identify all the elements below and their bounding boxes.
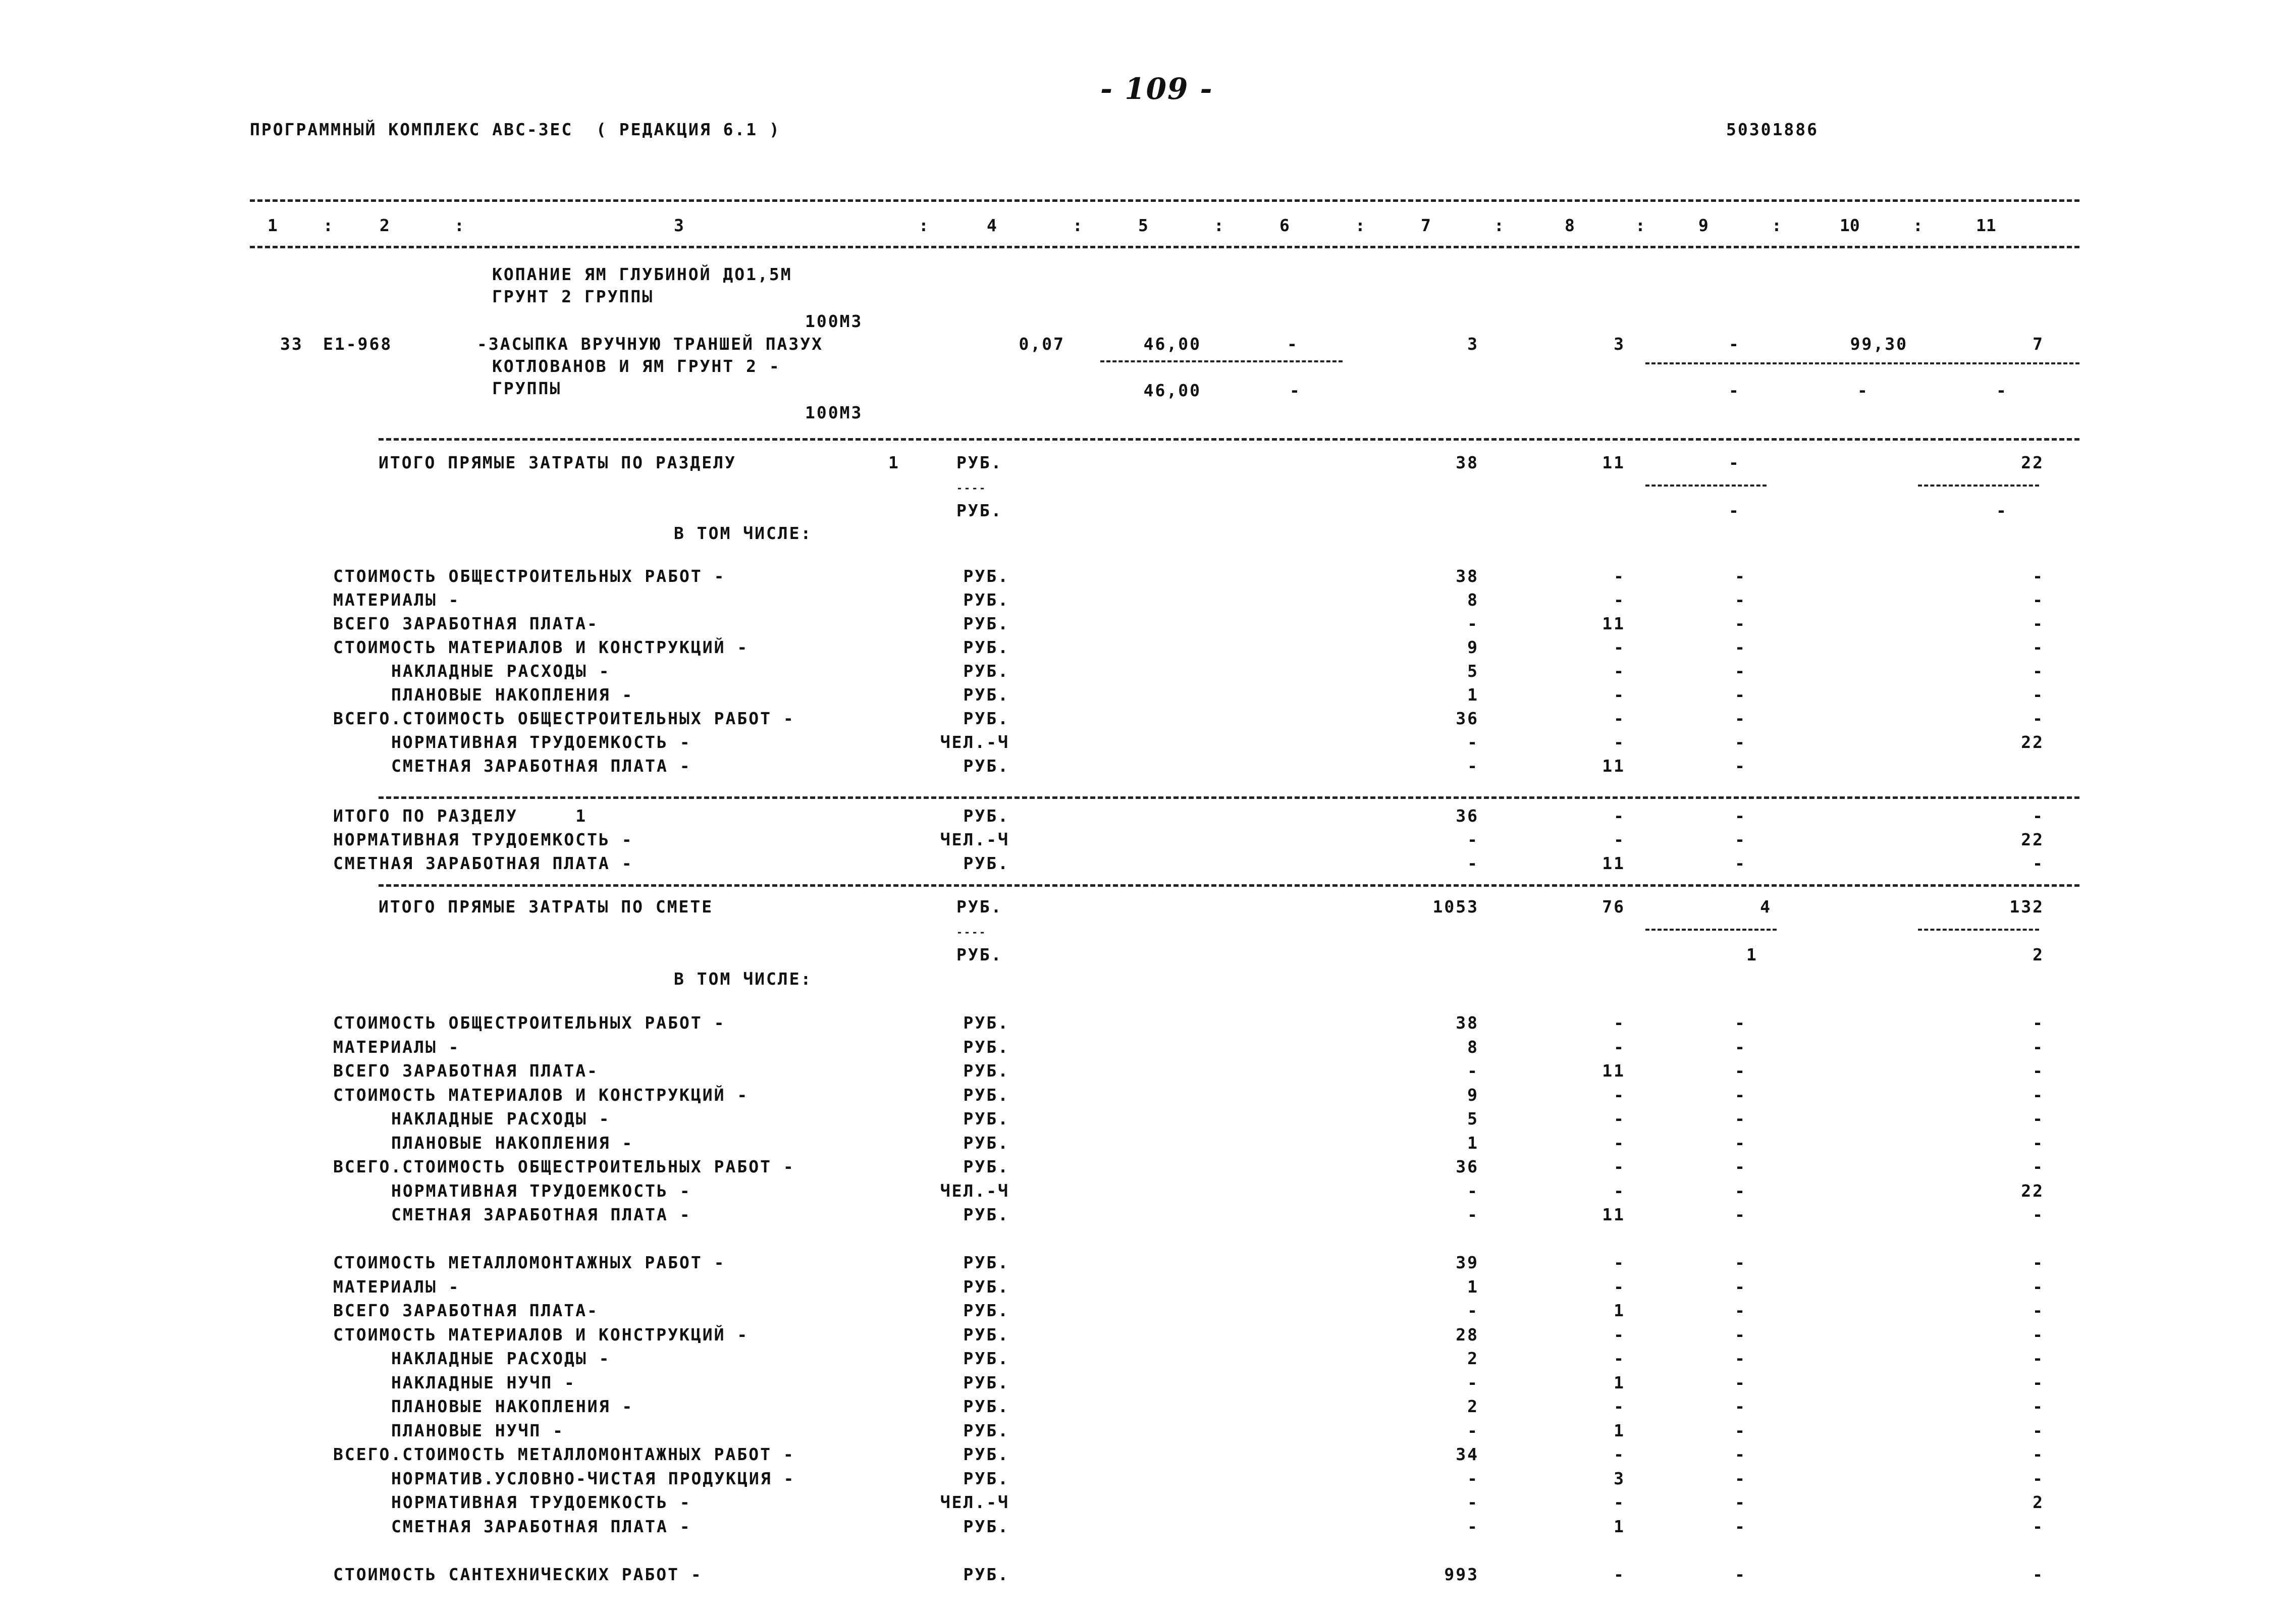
row-col7: 8 bbox=[1467, 590, 1479, 610]
row-col8: - bbox=[1614, 732, 1625, 752]
section-total-number: 1 bbox=[888, 453, 900, 472]
estimate-total-c9: 4 bbox=[1760, 897, 1772, 917]
row-col11: - bbox=[2033, 614, 2044, 633]
row-col9: - bbox=[1735, 1397, 1746, 1416]
col-sep: : bbox=[919, 216, 929, 235]
row-col9: - bbox=[1735, 806, 1746, 826]
row-col8: - bbox=[1614, 806, 1625, 826]
row-col11: - bbox=[2033, 1109, 2044, 1129]
row-col9: - bbox=[1735, 1492, 1746, 1512]
row-col8: 1 bbox=[1614, 1301, 1625, 1320]
row-col9: - bbox=[1735, 1061, 1746, 1081]
col-sep: : bbox=[1913, 216, 1923, 235]
section-including-label: В ТОМ ЧИСЛЕ: bbox=[674, 523, 813, 543]
row-col11: - bbox=[2033, 1349, 2044, 1368]
section-total-label: ИТОГО ПРЯМЫЕ ЗАТРАТЫ ПО РАЗДЕЛУ bbox=[379, 453, 736, 472]
row-unit: РУБ. bbox=[963, 1444, 1009, 1464]
row-col11: - bbox=[2033, 1205, 2044, 1224]
row-col7: 993 bbox=[1444, 1564, 1479, 1584]
section-total-rule bbox=[379, 438, 2079, 441]
section-total-c8: 11 bbox=[1602, 453, 1625, 472]
row-label: НАКЛАДНЫЕ РАСХОДЫ - bbox=[391, 1109, 611, 1129]
entry-unit: 100М3 bbox=[805, 403, 863, 422]
row-label: НОРМАТИВНАЯ ТРУДОЕМКОСТЬ - bbox=[391, 1492, 691, 1512]
row-col7: - bbox=[1467, 830, 1479, 849]
row-unit: РУБ. bbox=[963, 590, 1009, 610]
page-number: - 109 - bbox=[1100, 72, 1213, 106]
row-unit: РУБ. bbox=[963, 1013, 1009, 1033]
row-unit: РУБ. bbox=[963, 709, 1009, 728]
row-col8: - bbox=[1614, 709, 1625, 728]
row-col8: - bbox=[1614, 1180, 1625, 1201]
row-label: СМЕТНАЯ ЗАРАБОТНАЯ ПЛАТА - bbox=[391, 756, 691, 776]
row-unit: ЧЕЛ.-Ч bbox=[940, 1492, 1009, 1512]
entry-number: 33 bbox=[280, 334, 303, 354]
row-label: ВСЕГО.СТОИМОСТЬ ОБЩЕСТРОИТЕЛЬНЫХ РАБОТ - bbox=[333, 709, 795, 728]
row-unit: РУБ. bbox=[963, 853, 1009, 873]
row-col11: - bbox=[2033, 1516, 2044, 1536]
row-col8: 3 bbox=[1614, 1468, 1625, 1488]
col-header-4: 4 bbox=[987, 216, 997, 235]
row-unit: РУБ. bbox=[963, 1205, 1009, 1224]
row-col8: 1 bbox=[1614, 1372, 1625, 1392]
row-col7: - bbox=[1467, 1061, 1479, 1081]
row-label: ВСЕГО.СТОИМОСТЬ МЕТАЛЛОМОНТАЖНЫХ РАБОТ - bbox=[333, 1444, 795, 1464]
prev-description-line-1: КОПАНИЕ ЯМ ГЛУБИНОЙ ДО1,5М bbox=[492, 264, 792, 284]
row-col9: - bbox=[1735, 1037, 1746, 1057]
row-col7: - bbox=[1467, 1180, 1479, 1201]
estimate-total-unit: РУБ. bbox=[956, 897, 1003, 917]
row-col7: 28 bbox=[1456, 1324, 1479, 1345]
row-col11: - bbox=[2033, 709, 2044, 728]
row-col11: - bbox=[2033, 1420, 2044, 1440]
row-col11: - bbox=[2033, 637, 2044, 657]
row-col9: - bbox=[1735, 1372, 1746, 1392]
row-col8: - bbox=[1614, 1324, 1625, 1345]
row-col9: - bbox=[1735, 685, 1746, 705]
row-label: СМЕТНАЯ ЗАРАБОТНАЯ ПЛАТА - bbox=[333, 853, 633, 873]
row-label: ПЛАНОВЫЕ НУЧП - bbox=[391, 1420, 565, 1440]
row-col8: - bbox=[1614, 1157, 1625, 1176]
row-label: МАТЕРИАЛЫ - bbox=[333, 1276, 460, 1297]
estimate-including-label: В ТОМ ЧИСЛЕ: bbox=[674, 969, 813, 989]
row-unit: РУБ. bbox=[963, 637, 1009, 657]
row-col11: 22 bbox=[2021, 1180, 2044, 1201]
col-sep: : bbox=[323, 216, 333, 235]
row-col8: - bbox=[1614, 830, 1625, 849]
row-label: НАКЛАДНЫЕ НУЧП - bbox=[391, 1372, 576, 1392]
header-rule-bottom bbox=[250, 246, 2079, 248]
entry-description-line-1: -ЗАСЫПКА ВРУЧНУЮ ТРАНШЕЙ ПАЗУХ bbox=[477, 334, 824, 354]
row-col8: - bbox=[1614, 1349, 1625, 1368]
row-col8: - bbox=[1614, 1109, 1625, 1129]
row-col9: - bbox=[1735, 853, 1746, 873]
row-col8: - bbox=[1614, 1492, 1625, 1512]
entry-price-1: 46,00 bbox=[1143, 334, 1201, 354]
estimate-total-c8: 76 bbox=[1602, 897, 1625, 917]
entry-description-line-3: ГРУППЫ bbox=[492, 379, 562, 398]
row-unit: РУБ. bbox=[963, 1324, 1009, 1345]
row-unit: РУБ. bbox=[963, 756, 1009, 776]
row-label: СТОИМОСТЬ ОБЩЕСТРОИТЕЛЬНЫХ РАБОТ - bbox=[333, 1013, 726, 1033]
col-header-8: 8 bbox=[1565, 216, 1575, 235]
row-unit: РУБ. bbox=[963, 1420, 1009, 1440]
row-col9: - bbox=[1735, 1349, 1746, 1368]
row-label: СТОИМОСТЬ ОБЩЕСТРОИТЕЛЬНЫХ РАБОТ - bbox=[333, 566, 726, 586]
col-sep: : bbox=[1635, 216, 1645, 235]
row-label: ВСЕГО ЗАРАБОТНАЯ ПЛАТА- bbox=[333, 1301, 599, 1320]
section-total-c11: 22 bbox=[2021, 453, 2044, 472]
row-unit: ЧЕЛ.-Ч bbox=[940, 830, 1009, 849]
row-unit: РУБ. bbox=[963, 1468, 1009, 1488]
row-col8: - bbox=[1614, 590, 1625, 610]
row-col9: - bbox=[1735, 1253, 1746, 1272]
section-total-unit: РУБ. bbox=[956, 453, 1003, 472]
row-col9: - bbox=[1735, 566, 1746, 586]
row-col11: - bbox=[2033, 1444, 2044, 1464]
row-col11: - bbox=[2033, 1372, 2044, 1392]
row-col8: - bbox=[1614, 1037, 1625, 1057]
row-unit: РУБ. bbox=[963, 1109, 1009, 1129]
row-unit: РУБ. bbox=[963, 1372, 1009, 1392]
section-total-unit-rule: ---- bbox=[956, 482, 987, 494]
row-col7: - bbox=[1467, 732, 1479, 752]
row-col7: 1 bbox=[1467, 685, 1479, 705]
row-col7: - bbox=[1467, 1420, 1479, 1440]
row-col8: 1 bbox=[1614, 1516, 1625, 1536]
estimate-total-c11: 132 bbox=[2009, 897, 2044, 917]
section-total-unit2: РУБ. bbox=[956, 501, 1003, 520]
row-unit: ЧЕЛ.-Ч bbox=[940, 1180, 1009, 1201]
row-unit: РУБ. bbox=[963, 1157, 1009, 1176]
row-unit: РУБ. bbox=[963, 1301, 1009, 1320]
row-col8: - bbox=[1614, 566, 1625, 586]
row-col7: 36 bbox=[1456, 1157, 1479, 1176]
row-col11: - bbox=[2033, 1085, 2044, 1105]
section-total-c11b: - bbox=[1996, 501, 2008, 520]
row-col11: - bbox=[2033, 685, 2044, 705]
entry-col9-dash2: - bbox=[1729, 381, 1740, 400]
row-label: ПЛАНОВЫЕ НАКОПЛЕНИЯ - bbox=[391, 1397, 634, 1416]
row-col9: - bbox=[1735, 1157, 1746, 1176]
row-label: НОРМАТИВНАЯ ТРУДОЕМКОСТЬ - bbox=[333, 830, 633, 849]
row-col7: - bbox=[1467, 1301, 1479, 1320]
col-sep: : bbox=[1494, 216, 1504, 235]
row-col7: - bbox=[1467, 1205, 1479, 1224]
row-col7: - bbox=[1467, 1468, 1479, 1488]
row-col11: - bbox=[2033, 1397, 2044, 1416]
row-label: СТОИМОСТЬ САНТЕХНИЧЕСКИХ РАБОТ - bbox=[333, 1564, 703, 1584]
row-col9: - bbox=[1735, 756, 1746, 776]
row-col7: - bbox=[1467, 1516, 1479, 1536]
row-col9: - bbox=[1735, 1420, 1746, 1440]
row-col8: - bbox=[1614, 637, 1625, 657]
document-code: 50301886 bbox=[1726, 120, 1819, 139]
row-col7: - bbox=[1467, 1492, 1479, 1512]
row-unit: РУБ. bbox=[963, 566, 1009, 586]
row-col7: 39 bbox=[1456, 1253, 1479, 1272]
col-header-10: 10 bbox=[1840, 216, 1860, 235]
estimate-total-c11b: 2 bbox=[2033, 945, 2044, 964]
row-col9: - bbox=[1735, 1085, 1746, 1105]
entry-right-rule bbox=[1645, 362, 2079, 364]
row-label: СТОИМОСТЬ МАТЕРИАЛОВ И КОНСТРУКЦИЙ - bbox=[333, 1085, 749, 1105]
row-col9: - bbox=[1735, 661, 1746, 681]
row-unit: РУБ. bbox=[963, 1397, 1009, 1416]
row-col8: - bbox=[1614, 1013, 1625, 1033]
entry-col11-dash2: - bbox=[1996, 381, 2008, 400]
row-col9: - bbox=[1735, 637, 1746, 657]
row-label: ВСЕГО ЗАРАБОТНАЯ ПЛАТА- bbox=[333, 614, 599, 633]
row-col9: - bbox=[1735, 830, 1746, 849]
row-unit: РУБ. bbox=[963, 661, 1009, 681]
estimate-total-c11-rule bbox=[1918, 929, 2039, 931]
col-header-7: 7 bbox=[1421, 216, 1431, 235]
row-col9: - bbox=[1735, 1516, 1746, 1536]
row-col9: - bbox=[1735, 709, 1746, 728]
col-sep: : bbox=[454, 216, 464, 235]
prev-unit: 100М3 bbox=[805, 311, 863, 331]
row-label: СМЕТНАЯ ЗАРАБОТНАЯ ПЛАТА - bbox=[391, 1205, 691, 1224]
row-unit: РУБ. bbox=[963, 1564, 1009, 1584]
section-total-c11-rule bbox=[1918, 485, 2039, 487]
row-col11: - bbox=[2033, 1301, 2044, 1320]
row-label: СМЕТНАЯ ЗАРАБОТНАЯ ПЛАТА - bbox=[391, 1516, 691, 1536]
row-col9: - bbox=[1735, 1013, 1746, 1033]
row-col7: 5 bbox=[1467, 661, 1479, 681]
row-col11: - bbox=[2033, 590, 2044, 610]
row-col8: - bbox=[1614, 1085, 1625, 1105]
row-col8: 11 bbox=[1602, 756, 1625, 776]
row-col11: 22 bbox=[2021, 830, 2044, 849]
section-total-c7: 38 bbox=[1456, 453, 1479, 472]
entry-description-line-2: КОТЛОВАНОВ И ЯМ ГРУНТ 2 - bbox=[492, 356, 781, 376]
row-col8: - bbox=[1614, 1397, 1625, 1416]
entry-col9-dash: - bbox=[1729, 334, 1740, 354]
row-unit: РУБ. bbox=[963, 1276, 1009, 1297]
row-col8: - bbox=[1614, 1133, 1625, 1153]
row-col7: 38 bbox=[1456, 1013, 1479, 1033]
col-header-6: 6 bbox=[1279, 216, 1290, 235]
row-col9: - bbox=[1735, 1468, 1746, 1488]
program-header-title: ПРОГРАММНЫЙ КОМПЛЕКС АВС-3ЕС ( РЕДАКЦИЯ 6.1 ) bbox=[250, 120, 781, 139]
row-unit: РУБ. bbox=[963, 1516, 1009, 1536]
row-unit: РУБ. bbox=[963, 806, 1009, 826]
row-unit: РУБ. bbox=[963, 1085, 1009, 1105]
row-label: ПЛАНОВЫЕ НАКОПЛЕНИЯ - bbox=[391, 685, 634, 705]
row-label: ПЛАНОВЫЕ НАКОПЛЕНИЯ - bbox=[391, 1133, 634, 1153]
row-col11: - bbox=[2033, 1037, 2044, 1057]
estimate-total-label: ИТОГО ПРЯМЫЕ ЗАТРАТЫ ПО СМЕТЕ bbox=[379, 897, 714, 917]
row-col11: - bbox=[2033, 853, 2044, 873]
row-col7: 38 bbox=[1456, 566, 1479, 586]
estimate-total-unit2: РУБ. bbox=[956, 945, 1003, 964]
col-sep: : bbox=[1772, 216, 1782, 235]
col-sep: : bbox=[1355, 216, 1365, 235]
row-col11: - bbox=[2033, 1133, 2044, 1153]
row-col7: 1 bbox=[1467, 1276, 1479, 1297]
row-label: СТОИМОСТЬ МЕТАЛЛОМОНТАЖНЫХ РАБОТ - bbox=[333, 1253, 726, 1272]
row-col8: 11 bbox=[1602, 1205, 1625, 1224]
row-unit: РУБ. bbox=[963, 1133, 1009, 1153]
row-col7: - bbox=[1467, 853, 1479, 873]
row-col8: - bbox=[1614, 1444, 1625, 1464]
row-col7: 2 bbox=[1467, 1349, 1479, 1368]
row-col7: 36 bbox=[1456, 709, 1479, 728]
row-col9: - bbox=[1735, 1324, 1746, 1345]
row-col9: - bbox=[1735, 1205, 1746, 1224]
row-col8: - bbox=[1614, 1564, 1625, 1584]
row-col11: - bbox=[2033, 1157, 2044, 1176]
section-total-c9b: - bbox=[1729, 501, 1740, 520]
row-col9: - bbox=[1735, 590, 1746, 610]
col-sep: : bbox=[1214, 216, 1224, 235]
row-col11: 22 bbox=[2021, 732, 2044, 752]
row-col9: - bbox=[1735, 732, 1746, 752]
section-total-c9: - bbox=[1729, 453, 1740, 472]
row-col8: 1 bbox=[1614, 1420, 1625, 1440]
entry-col11: 7 bbox=[2033, 334, 2044, 354]
row-col9: - bbox=[1735, 1180, 1746, 1201]
estimate-total-rule bbox=[379, 884, 2079, 887]
row-col8: - bbox=[1614, 1276, 1625, 1297]
entry-col7: 3 bbox=[1467, 334, 1479, 354]
row-col11: 2 bbox=[2033, 1492, 2044, 1512]
row-label: МАТЕРИАЛЫ - bbox=[333, 1037, 460, 1057]
row-col7: - bbox=[1467, 756, 1479, 776]
row-col9: - bbox=[1735, 1109, 1746, 1129]
row-label: НОРМАТИВ.УСЛОВНО-ЧИСТАЯ ПРОДУКЦИЯ - bbox=[391, 1468, 795, 1488]
row-unit: РУБ. bbox=[963, 1253, 1009, 1272]
entry-col6-dash2: - bbox=[1290, 381, 1301, 400]
row-col8: 11 bbox=[1602, 1061, 1625, 1081]
row-col7: - bbox=[1467, 1372, 1479, 1392]
row-col8: - bbox=[1614, 661, 1625, 681]
row-label: ВСЕГО ЗАРАБОТНАЯ ПЛАТА- bbox=[333, 1061, 599, 1081]
row-label: СТОИМОСТЬ МАТЕРИАЛОВ И КОНСТРУКЦИЙ - bbox=[333, 637, 749, 657]
row-label: НАКЛАДНЫЕ РАСХОДЫ - bbox=[391, 661, 611, 681]
row-col11: - bbox=[2033, 1324, 2044, 1345]
row-col11: - bbox=[2033, 1276, 2044, 1297]
row-col11: - bbox=[2033, 1564, 2044, 1584]
entry-col10: 99,30 bbox=[1850, 334, 1908, 354]
row-col11: - bbox=[2033, 1061, 2044, 1081]
row-label: НОРМАТИВНАЯ ТРУДОЕМКОСТЬ - bbox=[391, 1180, 691, 1201]
col-header-5: 5 bbox=[1138, 216, 1148, 235]
row-col11: - bbox=[2033, 661, 2044, 681]
row-col7: 36 bbox=[1456, 806, 1479, 826]
col-header-2: 2 bbox=[380, 216, 390, 235]
row-col9: - bbox=[1735, 1276, 1746, 1297]
row-col8: 11 bbox=[1602, 614, 1625, 633]
row-unit: РУБ. bbox=[963, 1349, 1009, 1368]
header-rule-top bbox=[250, 199, 2079, 202]
estimate-total-c7: 1053 bbox=[1432, 897, 1479, 917]
row-col9: - bbox=[1735, 1301, 1746, 1320]
row-unit: РУБ. bbox=[963, 685, 1009, 705]
row-col9: - bbox=[1735, 1133, 1746, 1153]
row-col7: 2 bbox=[1467, 1397, 1479, 1416]
row-col8: - bbox=[1614, 685, 1625, 705]
col-header-11: 11 bbox=[1976, 216, 1996, 235]
row-col11: - bbox=[2033, 806, 2044, 826]
row-label: НАКЛАДНЫЕ РАСХОДЫ - bbox=[391, 1349, 611, 1368]
col-sep: : bbox=[1073, 216, 1083, 235]
row-col7: 9 bbox=[1467, 637, 1479, 657]
row-col7: - bbox=[1467, 614, 1479, 633]
section-total-c9-rule bbox=[1645, 485, 1767, 487]
row-col9: - bbox=[1735, 614, 1746, 633]
prev-description-line-2: ГРУНТ 2 ГРУППЫ bbox=[492, 287, 654, 306]
row-col7: 8 bbox=[1467, 1037, 1479, 1057]
estimate-total-unit-rule: ---- bbox=[956, 926, 987, 938]
row-unit: ЧЕЛ.-Ч bbox=[940, 732, 1009, 752]
entry-code: Е1-968 bbox=[323, 334, 393, 354]
entry-quantity: 0,07 bbox=[1019, 334, 1065, 354]
price-rule bbox=[1100, 360, 1343, 362]
entry-price-2: 46,00 bbox=[1143, 381, 1201, 400]
row-col8: - bbox=[1614, 1253, 1625, 1272]
section-summary-rule bbox=[379, 796, 2079, 799]
row-label: МАТЕРИАЛЫ - bbox=[333, 590, 460, 610]
row-col7: 9 bbox=[1467, 1085, 1479, 1105]
row-label: СТОИМОСТЬ МАТЕРИАЛОВ И КОНСТРУКЦИЙ - bbox=[333, 1324, 749, 1345]
row-col11: - bbox=[2033, 1468, 2044, 1488]
row-col7: 5 bbox=[1467, 1109, 1479, 1129]
row-col9: - bbox=[1735, 1564, 1746, 1584]
row-label: ИТОГО ПО РАЗДЕЛУ 1 bbox=[333, 806, 588, 826]
entry-col6-dash: - bbox=[1287, 334, 1299, 354]
row-col11: - bbox=[2033, 1253, 2044, 1272]
entry-col8: 3 bbox=[1614, 334, 1625, 354]
row-unit: РУБ. bbox=[963, 614, 1009, 633]
row-col11: - bbox=[2033, 1013, 2044, 1033]
row-label: НОРМАТИВНАЯ ТРУДОЕМКОСТЬ - bbox=[391, 732, 691, 752]
estimate-total-c9b: 1 bbox=[1746, 945, 1758, 964]
col-header-1: 1 bbox=[268, 216, 278, 235]
row-unit: РУБ. bbox=[963, 1037, 1009, 1057]
row-col7: 34 bbox=[1456, 1444, 1479, 1464]
estimate-total-c9-rule bbox=[1645, 929, 1777, 931]
row-col9: - bbox=[1735, 1444, 1746, 1464]
row-label: ВСЕГО.СТОИМОСТЬ ОБЩЕСТРОИТЕЛЬНЫХ РАБОТ - bbox=[333, 1157, 795, 1176]
row-col8: 11 bbox=[1602, 853, 1625, 873]
entry-col10-dash2: - bbox=[1857, 381, 1869, 400]
row-col11: - bbox=[2033, 566, 2044, 586]
row-col7: 1 bbox=[1467, 1133, 1479, 1153]
col-header-3: 3 bbox=[674, 216, 684, 235]
row-unit: РУБ. bbox=[963, 1061, 1009, 1081]
col-header-9: 9 bbox=[1698, 216, 1708, 235]
